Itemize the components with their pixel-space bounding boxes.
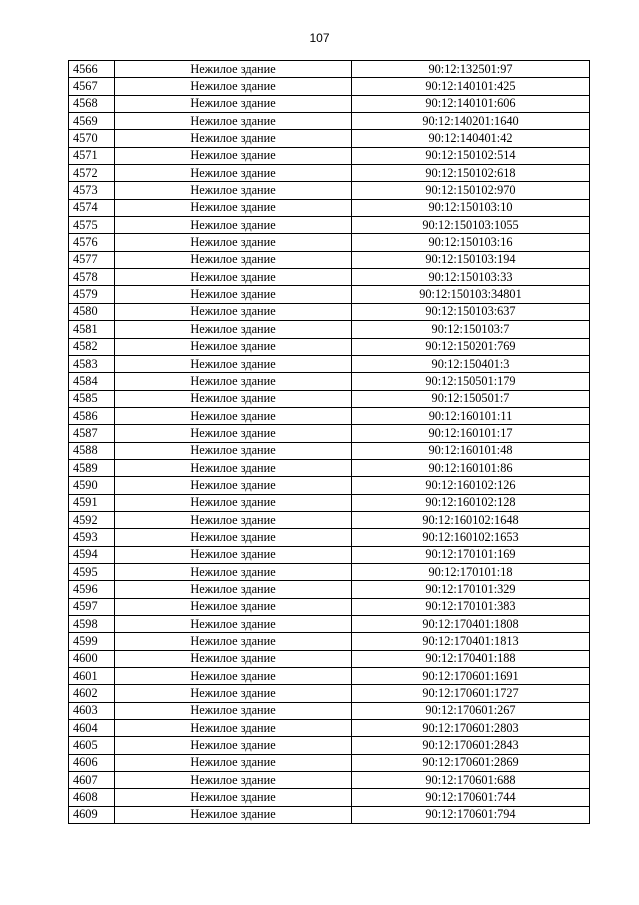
row-number-cell: 4571 (69, 147, 115, 164)
table-row (69, 477, 590, 494)
object-type-cell: Нежилое здание (115, 251, 352, 268)
cadastral-number-cell: 90:12:160102:126 (352, 477, 590, 494)
row-number-cell: 4572 (69, 165, 115, 182)
cadastral-number-cell: 90:12:170601:794 (352, 806, 590, 823)
cadastral-number-cell: 90:12:132501:97 (352, 61, 590, 78)
row-number-cell: 4609 (69, 806, 115, 823)
row-number-cell: 4597 (69, 598, 115, 615)
row-number-cell: 4603 (69, 702, 115, 719)
object-type-cell: Нежилое здание (115, 806, 352, 823)
table-row (69, 737, 590, 754)
row-number-cell: 4607 (69, 772, 115, 789)
table-row (69, 338, 590, 355)
cadastral-number-cell: 90:12:150103:7 (352, 321, 590, 338)
cadastral-number-cell: 90:12:170401:188 (352, 650, 590, 667)
row-number-cell: 4588 (69, 442, 115, 459)
row-number-cell: 4594 (69, 546, 115, 563)
row-number-cell: 4592 (69, 511, 115, 528)
table-row (69, 182, 590, 199)
row-number-cell: 4598 (69, 616, 115, 633)
row-number-cell: 4575 (69, 217, 115, 234)
cadastral-number-cell: 90:12:150501:7 (352, 390, 590, 407)
object-type-cell: Нежилое здание (115, 511, 352, 528)
cadastral-number-cell: 90:12:160102:1648 (352, 511, 590, 528)
row-number-cell: 4566 (69, 61, 115, 78)
object-type-cell: Нежилое здание (115, 95, 352, 112)
object-type-cell: Нежилое здание (115, 147, 352, 164)
row-number-cell: 4595 (69, 563, 115, 580)
row-number-cell: 4574 (69, 199, 115, 216)
row-number-cell: 4577 (69, 251, 115, 268)
object-type-cell: Нежилое здание (115, 303, 352, 320)
object-type-cell: Нежилое здание (115, 772, 352, 789)
cadastral-number-cell: 90:12:150103:194 (352, 251, 590, 268)
table-row (69, 789, 590, 806)
object-type-cell: Нежилое здание (115, 581, 352, 598)
cadastral-number-cell: 90:12:150102:514 (352, 147, 590, 164)
table-row (69, 668, 590, 685)
cadastral-number-cell: 90:12:170601:1691 (352, 668, 590, 685)
table-row (69, 147, 590, 164)
table-row (69, 581, 590, 598)
table-row (69, 754, 590, 771)
table-row (69, 355, 590, 372)
row-number-cell: 4573 (69, 182, 115, 199)
cadastral-number-cell: 90:12:150103:637 (352, 303, 590, 320)
object-type-cell: Нежилое здание (115, 390, 352, 407)
object-type-cell: Нежилое здание (115, 685, 352, 702)
cadastral-number-cell: 90:12:170401:1813 (352, 633, 590, 650)
table-row (69, 130, 590, 147)
cadastral-number-cell: 90:12:150103:34801 (352, 286, 590, 303)
table-row (69, 633, 590, 650)
property-table-body (69, 61, 590, 824)
row-number-cell: 4584 (69, 373, 115, 390)
object-type-cell: Нежилое здание (115, 650, 352, 667)
row-number-cell: 4587 (69, 425, 115, 442)
row-number-cell: 4580 (69, 303, 115, 320)
cadastral-number-cell: 90:12:150103:1055 (352, 217, 590, 234)
cadastral-number-cell: 90:12:170601:2843 (352, 737, 590, 754)
table-row (69, 702, 590, 719)
table-row (69, 95, 590, 112)
object-type-cell: Нежилое здание (115, 737, 352, 754)
table-row (69, 650, 590, 667)
table-row (69, 113, 590, 130)
object-type-cell: Нежилое здание (115, 720, 352, 737)
row-number-cell: 4593 (69, 529, 115, 546)
cadastral-number-cell: 90:12:150102:970 (352, 182, 590, 199)
object-type-cell: Нежилое здание (115, 477, 352, 494)
object-type-cell: Нежилое здание (115, 529, 352, 546)
object-type-cell: Нежилое здание (115, 269, 352, 286)
object-type-cell: Нежилое здание (115, 217, 352, 234)
table-row (69, 546, 590, 563)
cadastral-number-cell: 90:12:170601:688 (352, 772, 590, 789)
row-number-cell: 4590 (69, 477, 115, 494)
row-number-cell: 4608 (69, 789, 115, 806)
cadastral-number-cell: 90:12:160102:1653 (352, 529, 590, 546)
cadastral-number-cell: 90:12:160102:128 (352, 494, 590, 511)
object-type-cell: Нежилое здание (115, 130, 352, 147)
object-type-cell: Нежилое здание (115, 459, 352, 476)
table-row (69, 529, 590, 546)
row-number-cell: 4582 (69, 338, 115, 355)
object-type-cell: Нежилое здание (115, 616, 352, 633)
table-row (69, 407, 590, 424)
cadastral-number-cell: 90:12:170101:329 (352, 581, 590, 598)
cadastral-number-cell: 90:12:170101:169 (352, 546, 590, 563)
object-type-cell: Нежилое здание (115, 234, 352, 251)
table-row (69, 303, 590, 320)
row-number-cell: 4585 (69, 390, 115, 407)
row-number-cell: 4568 (69, 95, 115, 112)
table-row (69, 563, 590, 580)
table-row (69, 459, 590, 476)
cadastral-number-cell: 90:12:160101:17 (352, 425, 590, 442)
object-type-cell: Нежилое здание (115, 321, 352, 338)
row-number-cell: 4601 (69, 668, 115, 685)
object-type-cell: Нежилое здание (115, 598, 352, 615)
object-type-cell: Нежилое здание (115, 113, 352, 130)
object-type-cell: Нежилое здание (115, 754, 352, 771)
row-number-cell: 4596 (69, 581, 115, 598)
row-number-cell: 4605 (69, 737, 115, 754)
object-type-cell: Нежилое здание (115, 286, 352, 303)
row-number-cell: 4591 (69, 494, 115, 511)
object-type-cell: Нежилое здание (115, 355, 352, 372)
table-row (69, 442, 590, 459)
cadastral-number-cell: 90:12:140401:42 (352, 130, 590, 147)
object-type-cell: Нежилое здание (115, 165, 352, 182)
table-row (69, 373, 590, 390)
object-type-cell: Нежилое здание (115, 789, 352, 806)
row-number-cell: 4581 (69, 321, 115, 338)
table-row (69, 269, 590, 286)
table-row (69, 321, 590, 338)
cadastral-number-cell: 90:12:140101:425 (352, 78, 590, 95)
object-type-cell: Нежилое здание (115, 702, 352, 719)
table-row (69, 78, 590, 95)
table-row (69, 616, 590, 633)
row-number-cell: 4602 (69, 685, 115, 702)
cadastral-number-cell: 90:12:150103:16 (352, 234, 590, 251)
row-number-cell: 4600 (69, 650, 115, 667)
cadastral-number-cell: 90:12:150201:769 (352, 338, 590, 355)
row-number-cell: 4569 (69, 113, 115, 130)
object-type-cell: Нежилое здание (115, 61, 352, 78)
table-row (69, 772, 590, 789)
object-type-cell: Нежилое здание (115, 407, 352, 424)
table-row (69, 720, 590, 737)
cadastral-number-cell: 90:12:140201:1640 (352, 113, 590, 130)
row-number-cell: 4589 (69, 459, 115, 476)
object-type-cell: Нежилое здание (115, 78, 352, 95)
cadastral-number-cell: 90:12:140101:606 (352, 95, 590, 112)
object-type-cell: Нежилое здание (115, 633, 352, 650)
row-number-cell: 4579 (69, 286, 115, 303)
table-row (69, 685, 590, 702)
table-row (69, 598, 590, 615)
row-number-cell: 4606 (69, 754, 115, 771)
cadastral-number-cell: 90:12:150102:618 (352, 165, 590, 182)
object-type-cell: Нежилое здание (115, 563, 352, 580)
cadastral-number-cell: 90:12:170601:267 (352, 702, 590, 719)
row-number-cell: 4570 (69, 130, 115, 147)
table-row (69, 511, 590, 528)
object-type-cell: Нежилое здание (115, 494, 352, 511)
table-row (69, 806, 590, 823)
row-number-cell: 4586 (69, 407, 115, 424)
row-number-cell: 4604 (69, 720, 115, 737)
row-number-cell: 4578 (69, 269, 115, 286)
row-number-cell: 4583 (69, 355, 115, 372)
object-type-cell: Нежилое здание (115, 442, 352, 459)
cadastral-number-cell: 90:12:170601:2869 (352, 754, 590, 771)
cadastral-number-cell: 90:12:150103:33 (352, 269, 590, 286)
cadastral-number-cell: 90:12:170101:18 (352, 563, 590, 580)
table-row (69, 217, 590, 234)
object-type-cell: Нежилое здание (115, 668, 352, 685)
cadastral-number-cell: 90:12:170401:1808 (352, 616, 590, 633)
property-table (68, 60, 590, 824)
page-number: 107 (309, 31, 330, 45)
table-row (69, 286, 590, 303)
row-number-cell: 4599 (69, 633, 115, 650)
cadastral-number-cell: 90:12:170601:1727 (352, 685, 590, 702)
cadastral-number-cell: 90:12:150501:179 (352, 373, 590, 390)
row-number-cell: 4567 (69, 78, 115, 95)
cadastral-number-cell: 90:12:170601:744 (352, 789, 590, 806)
table-row (69, 425, 590, 442)
table-row (69, 251, 590, 268)
object-type-cell: Нежилое здание (115, 338, 352, 355)
table-row (69, 61, 590, 78)
cadastral-number-cell: 90:12:150103:10 (352, 199, 590, 216)
cadastral-number-cell: 90:12:150401:3 (352, 355, 590, 372)
cadastral-number-cell: 90:12:160101:48 (352, 442, 590, 459)
cadastral-number-cell: 90:12:170601:2803 (352, 720, 590, 737)
table-row (69, 199, 590, 216)
object-type-cell: Нежилое здание (115, 199, 352, 216)
table-row (69, 234, 590, 251)
cadastral-number-cell: 90:12:160101:86 (352, 459, 590, 476)
table-row (69, 494, 590, 511)
object-type-cell: Нежилое здание (115, 546, 352, 563)
row-number-cell: 4576 (69, 234, 115, 251)
cadastral-number-cell: 90:12:170101:383 (352, 598, 590, 615)
table-row (69, 165, 590, 182)
table-row (69, 390, 590, 407)
object-type-cell: Нежилое здание (115, 425, 352, 442)
cadastral-number-cell: 90:12:160101:11 (352, 407, 590, 424)
object-type-cell: Нежилое здание (115, 182, 352, 199)
object-type-cell: Нежилое здание (115, 373, 352, 390)
